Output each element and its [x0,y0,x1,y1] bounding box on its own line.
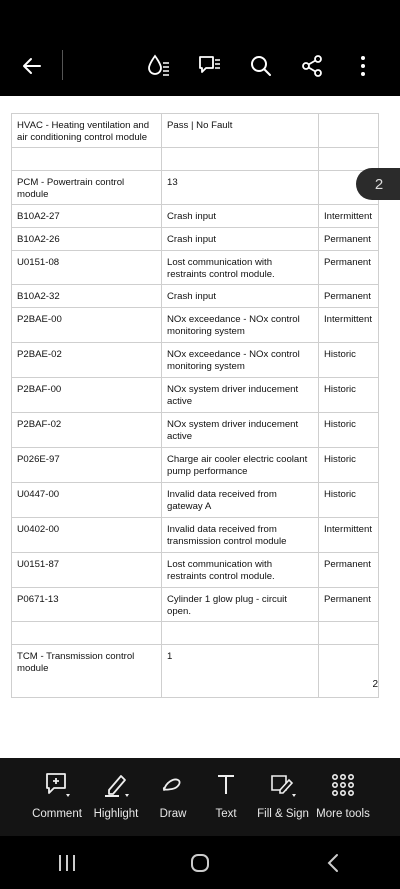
status-bar [0,0,400,36]
cell-code: P2BAE-00 [12,308,162,343]
cell-description: Lost communication with restraints control module. [162,251,319,285]
cell-description: NOx exceedance - NOx control monitoring system [162,308,319,343]
cell-code: P2BAE-02 [12,343,162,378]
share-icon[interactable] [292,46,332,86]
cell-description: Invalid data received from gateway A [162,483,319,518]
tool-label: Fill & Sign [257,808,309,820]
cell-description: Charge air cooler electric coolant pump performance [162,448,319,483]
cell-code: P0671-13 [12,588,162,622]
cell-code: B10A2-27 [12,205,162,228]
cell-description: Crash input [162,285,319,308]
table-row [12,148,379,171]
cell-status [319,114,379,148]
more-options-icon[interactable] [343,46,383,86]
fill-sign-icon [266,768,300,802]
system-nav-bar [0,836,400,889]
cell-description: Pass | No Fault [162,114,319,148]
table-row [12,413,379,448]
cell-code [12,622,162,645]
cell-description: NOx exceedance - NOx control monitoring system [162,343,319,378]
table-row [12,205,379,228]
table-row [12,518,379,553]
back-arrow-icon[interactable] [12,46,52,86]
table-row [12,308,379,343]
cell-code: B10A2-32 [12,285,162,308]
tool-label: Comment [32,808,82,820]
cell-status [319,148,379,171]
table-row [12,343,379,378]
cell-description: Cylinder 1 glow plug - circuit open. [162,588,319,622]
cell-status: Historic [319,448,379,483]
cell-code: P026E-97 [12,448,162,483]
cell-code [12,148,162,171]
tool-label: Highlight [93,808,139,820]
tool-more-tools[interactable] [311,768,375,832]
table-row [12,285,379,308]
document-page[interactable] [0,96,400,758]
comment-add-icon [40,768,74,802]
cell-code: U0151-08 [12,251,162,285]
page-number: 2 [372,679,378,690]
cell-description: NOx system driver inducement active [162,378,319,413]
cell-code: HVAC - Heating ventilation and air conditioning control module [12,114,162,148]
cell-status: Intermittent [319,308,379,343]
cell-code: B10A2-26 [12,228,162,251]
recent-apps-icon[interactable] [37,843,97,883]
cell-code: P2BAF-00 [12,378,162,413]
cell-status: Permanent [319,553,379,588]
cell-description: Crash input [162,205,319,228]
toolbar-divider [62,50,63,80]
tool-highlight[interactable] [84,768,148,832]
search-icon[interactable] [241,46,281,86]
tool-label: Text [215,808,237,820]
text-icon [209,768,243,802]
tool-label: Draw [159,808,187,820]
cell-status [319,622,379,645]
table-row [12,378,379,413]
more-tools-grid-icon [326,768,360,802]
table-row [12,588,379,622]
tool-text[interactable] [194,768,258,832]
table-row [12,114,379,148]
tool-label: More tools [316,808,370,820]
cell-status: Historic [319,343,379,378]
cell-status: Intermittent [319,518,379,553]
table-row [12,228,379,251]
table-row [12,483,379,518]
cell-status: Historic [319,483,379,518]
cell-code: TCM - Transmission control module [12,645,162,698]
tool-comment[interactable] [25,768,89,832]
draw-icon [156,768,190,802]
table-row [12,645,379,698]
cell-status [319,645,379,698]
cell-code: P2BAF-02 [12,413,162,448]
bottom-tools-bar [0,758,400,836]
cell-status: Permanent [319,588,379,622]
cell-status: Permanent [319,285,379,308]
comment-list-icon[interactable] [190,46,230,86]
liquid-mode-icon[interactable] [139,46,179,86]
cell-description: Invalid data received from transmission control module [162,518,319,553]
cell-description: 1 [162,645,319,698]
cell-description: Crash input [162,228,319,251]
cell-status: Intermittent [319,205,379,228]
page-indicator-badge[interactable]: 2 [356,168,400,200]
cell-description [162,622,319,645]
cell-code: U0447-00 [12,483,162,518]
cell-description [162,148,319,171]
table-row [12,448,379,483]
table-row [12,171,379,205]
cell-description: 13 [162,171,319,205]
fault-code-table [11,113,379,698]
cell-code: U0151-87 [12,553,162,588]
tool-fill-sign[interactable] [251,768,315,832]
cell-code: U0402-00 [12,518,162,553]
cell-description: Lost communication with restraints control module. [162,553,319,588]
top-toolbar [0,36,400,96]
table-row [12,251,379,285]
cell-status: Permanent [319,251,379,285]
highlight-pen-icon [99,768,133,802]
table-row [12,622,379,645]
cell-status: Historic [319,378,379,413]
cell-description: NOx system driver inducement active [162,413,319,448]
table-row [12,553,379,588]
cell-status: Historic [319,413,379,448]
back-icon[interactable] [303,843,363,883]
cell-status: Permanent [319,228,379,251]
home-icon[interactable] [170,843,230,883]
cell-code: PCM - Powertrain control module [12,171,162,205]
